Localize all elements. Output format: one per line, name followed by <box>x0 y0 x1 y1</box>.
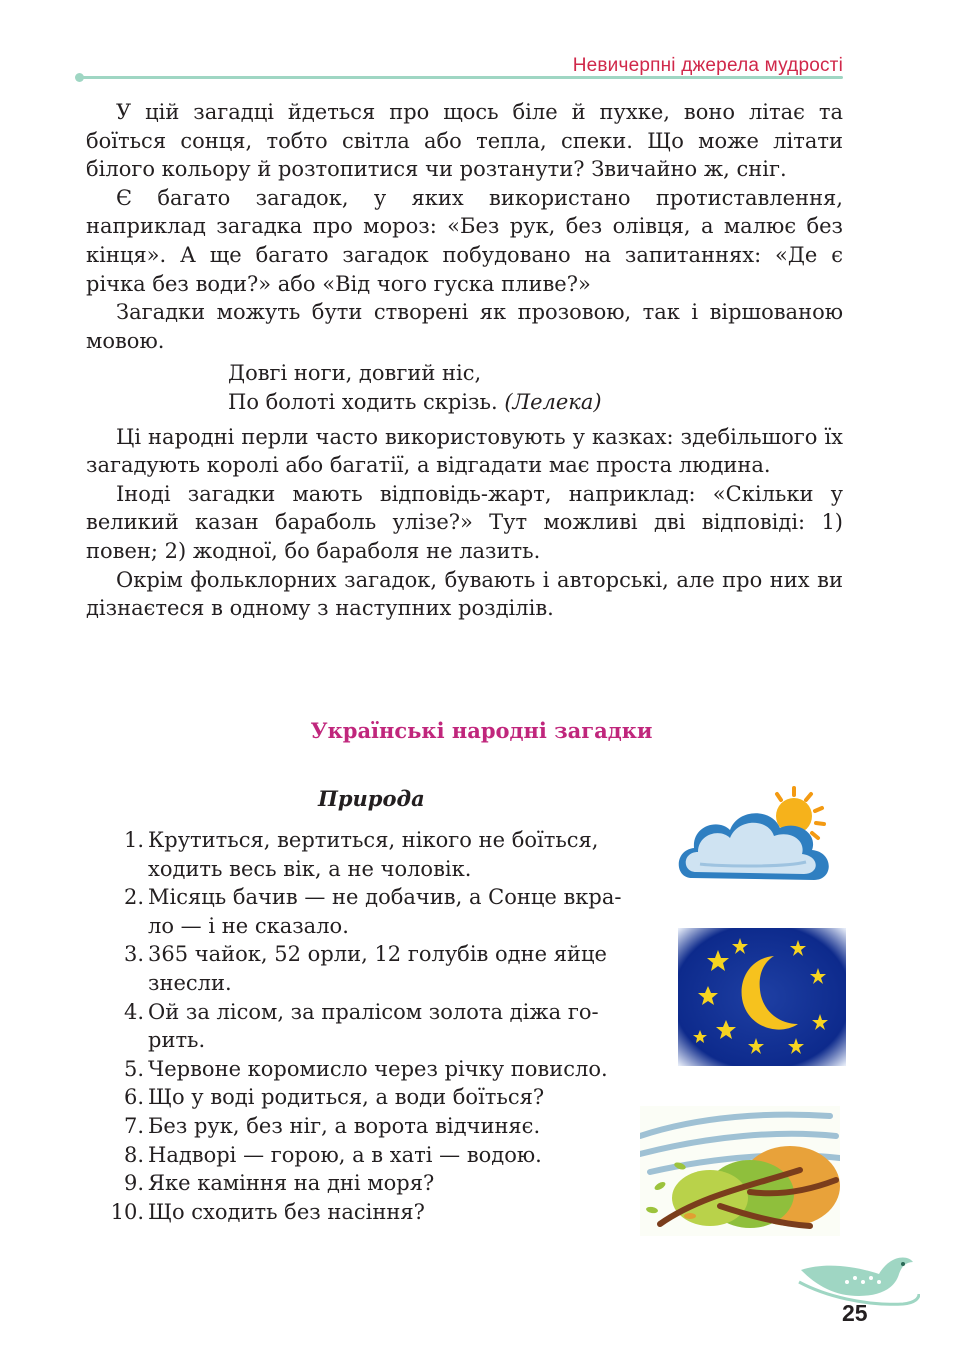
riddle-number: 6. <box>123 1085 144 1110</box>
riddle-number: 10. <box>110 1199 144 1224</box>
riddle-text: Яке каміння на дні моря? <box>148 1171 435 1196</box>
verse-line: Довгі ноги, довгий ніс, <box>228 361 482 386</box>
bird-icon <box>795 1248 920 1306</box>
riddle-text: Надворі — горою, а в хаті — водою. <box>148 1142 542 1167</box>
riddle-text: Крутиться, вертиться, нікого не боїться, ходить весь вік, а не чоловік. <box>148 828 599 881</box>
verse <box>228 359 843 416</box>
list-item <box>100 1083 665 1112</box>
paragraph: Іноді загадки мають відповідь-жарт, наприклад: «Скільки у великий казан бараболь улізе?» Тут можливі дві відповіді: 1) повен; 2) жодної, бо бараболя не лазить. <box>86 481 843 563</box>
subsection-title: Природа <box>318 786 425 811</box>
paragraph: Загадки можуть бути створені як прозовою, так і віршованою мовою. <box>86 300 843 353</box>
riddle-text: Ой за лісом, за пралісом золота діжа го- рить. <box>148 999 599 1053</box>
riddle-text: Що сходить без насіння? <box>148 1199 425 1224</box>
body-text <box>86 98 843 623</box>
page-number: 25 <box>842 1300 868 1326</box>
list-item <box>100 826 665 883</box>
running-header: Невичерпні джерела мудрості <box>572 55 843 76</box>
riddle-list <box>100 826 665 1226</box>
list-item <box>100 1198 665 1227</box>
riddle-text: Червоне коромисло через річку повисло. <box>148 1056 608 1081</box>
list-item <box>100 883 665 940</box>
list-item <box>100 1169 665 1198</box>
riddle-number: 5. <box>123 1056 144 1081</box>
riddle-text: Що у воді родиться, а води боїться? <box>148 1085 545 1110</box>
riddle-number: 7. <box>123 1113 144 1138</box>
list-item <box>100 940 665 997</box>
verse-line-2 <box>228 388 843 417</box>
paragraph: Ці народні перли часто використовують у казках: здебільшого їх загадують королі або багатії, а відгадати має проста людина. <box>86 424 843 478</box>
riddle-text: Місяць бачив — не добачив, а Сонце вкра- ло — і не сказало. <box>148 885 622 938</box>
verse-answer: (Лелека) <box>504 389 602 414</box>
riddle-text: 365 чайок, 52 орли, 12 голубів одне яйце знесли. <box>148 942 607 995</box>
list-item <box>100 1141 665 1170</box>
list-item <box>100 998 665 1055</box>
riddle-number: 4. <box>123 999 144 1024</box>
section-title: Українські народні загадки <box>310 718 653 743</box>
header-rule <box>80 76 843 79</box>
riddle-number: 2. <box>123 885 144 910</box>
verse-line-text: По болоті ходить скрізь. <box>228 389 498 414</box>
paragraph: Є багато загадок, у яких використано протиставлення, наприклад загадка про мороз: «Без рук, без олівця, а малює без кінця». А ще багато загадок побудовано на запитаннях: «Де є річка без води?» або «Від чого гуска пливе?» <box>86 185 843 296</box>
list-item <box>100 1055 665 1084</box>
moon-stars-image <box>678 928 846 1066</box>
paragraph: У цій загадці йдеться про щось біле й пухке, воно літає та боїться сонця, тобто світла або тепла, спеки. Що може літати білого кольору й розтопитися чи розтанути? Звичайно ж, сніг. <box>86 100 843 182</box>
paragraph: Окрім фольклорних загадок, бувають і авторські, але про них ви дізнаєтеся в одному з наступних розділів. <box>86 567 843 621</box>
wind-tree-image <box>640 1106 840 1236</box>
riddle-number: 9. <box>123 1171 144 1196</box>
cloud-sun-image <box>672 786 842 898</box>
riddle-number: 8. <box>123 1142 144 1167</box>
list-item <box>100 1112 665 1141</box>
riddle-number: 1. <box>123 828 144 852</box>
riddle-number: 3. <box>123 942 144 967</box>
riddle-text: Без рук, без ніг, а ворота відчиняє. <box>148 1113 541 1138</box>
